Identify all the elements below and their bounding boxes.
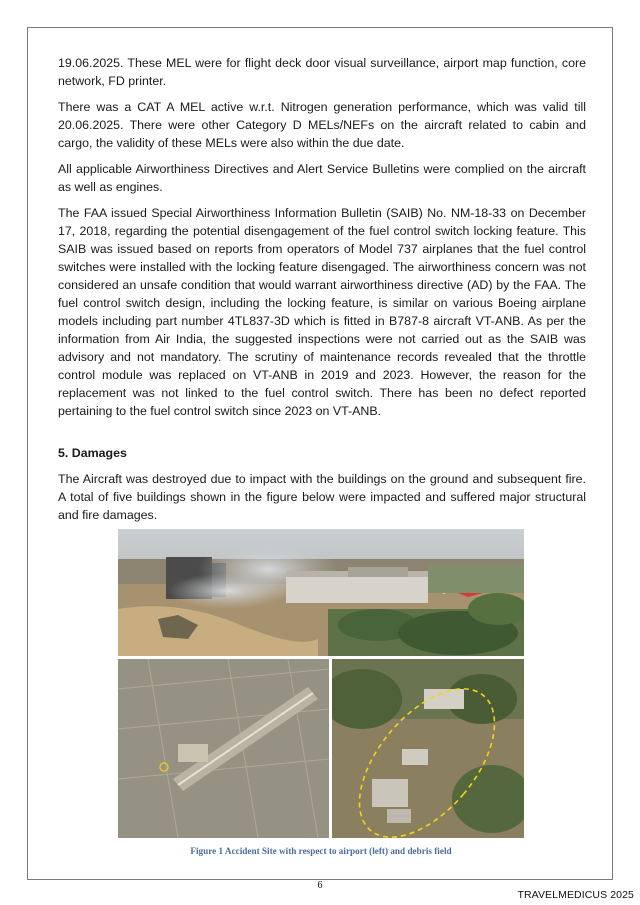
paragraph-cat-a-mel: There was a CAT A MEL active w.r.t. Nitrogen generation performance, which was valid till 20.06.2025. There were other Category D MELs/NEFs on the aircraft related to cabin and cargo, the validity of these MELs were also within the due date. [58, 100, 586, 150]
paragraph-mel: 19.06.2025. These MEL were for flight deck door visual surveillance, airport map function, core network, FD printer. [58, 56, 586, 88]
crash-site-aerial-photo [118, 529, 524, 656]
accident-site-figure [118, 529, 524, 838]
watermark-text: TRAVELMEDICUS 2025 [517, 889, 634, 901]
document-body [58, 54, 586, 532]
paragraph-damages: The Aircraft was destroyed due to impact with the buildings on the ground and subsequent fire. A total of five buildings shown in the figure below were impacted and suffered major structural and fire damages. [58, 472, 586, 522]
paragraph-airworthiness: All applicable Airworthiness Directives and Alert Service Bulletins were complied on the aircraft as well as engines. [58, 162, 586, 194]
figure-caption: Figure 1 Accident Site with respect to airport (left) and debris field [190, 846, 452, 856]
section-heading-damages: 5. Damages [58, 446, 127, 460]
paragraph-faa-saib: The FAA issued Special Airworthiness Information Bulletin (SAIB) No. NM-18-33 on December 17, 2018, regarding the potential disengagement of the fuel control switch locking feature. This SAIB was issued based on reports from operators of Model 737 airplanes that the fuel control switches were installed with the locking feature disengaged. The airworthiness concern was not considered an unsafe condition that would warrant airworthiness directive (AD) by the FAA. The fuel control switch design, including the locking feature, is similar on various Boeing airplane models including part number 4TL837-3D which is fitted in B787-8 aircraft VT-ANB. As per the information from Air India, the suggested inspections were not carried out as the SAIB was advisory and not mandatory. The scrutiny of maintenance records revealed that the throttle control module was replaced on VT-ANB in 2019 and 2023. However, the reason for the replacement was not linked to the fuel control switch. There has been no defect reported pertaining to the fuel control switch since 2023 on VT-ANB. [58, 206, 586, 418]
page-number: 6 [317, 880, 323, 891]
airport-satellite-map [118, 659, 329, 838]
debris-field-photo [332, 659, 524, 838]
